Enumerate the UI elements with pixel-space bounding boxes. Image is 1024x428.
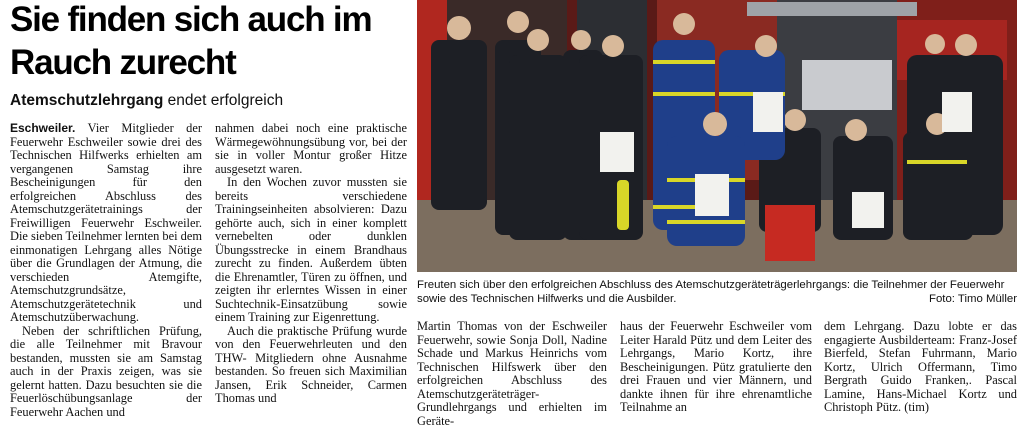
subheadline-rest: endet erfolgreich	[163, 92, 284, 109]
article-paragraph-3: nahmen dabei noch eine praktische Wärmegewöhnungsübung vor, bei der sie in voller Montur großer Hitze ausgesetzt waren.	[215, 121, 407, 176]
article-paragraph-8: dem Lehrgang. Dazu lobte er das engagierte Ausbilderteam: Franz-Josef Bierfeld, Stefan Fuhrmann, Mario Kortz, Ulrich Offermann, Timo Bergrath Guido Franken,. Pascal Lamine, Hans-Michael Kortz und Christoph Pütz. (tim)	[824, 319, 1017, 414]
article-column-2	[215, 122, 407, 406]
subheadline-bold: Atemschutzlehrgang	[10, 92, 164, 109]
article-paragraph-5: Auch die praktische Prüfung wurde von den Feuerwehrleuten und den THW- Mitgliedern ohne Ausnahme bestanden. So freuen sich Maximilian Jansen, Erik Schneider, Carmen Thomas und	[215, 323, 407, 405]
group-photo-image	[417, 0, 1017, 272]
group-photo	[417, 0, 1017, 272]
article-paragraph-2: Neben der schriftlichen Prüfung, die alle Teilnehmer mit Bravour bestanden, mussten sie am Samstag auch in der Praxis zeigen, was sie gelernt hatten. Dazu besuchten sie die Feuerlöschübungsanlage der Feuerwehr Aachen und	[10, 323, 202, 419]
photo-caption	[417, 278, 1017, 306]
article-paragraph-7: haus der Feuerwehr Eschweiler vom Leiter Harald Pütz und dem Leiter des Lehrgangs, Mario Kortz, ihre Bescheinigungen. Pütz gratulierte den drei Frauen und vier Männern, und dankte ihnen für ihre ehrenamtliche Teilnahme an	[620, 319, 812, 414]
article-column-5	[824, 320, 1017, 415]
caption-text: Freuten sich über den erfolgreichen Abschluss des Atemschutzgeräteträgerlehrgangs: die Teilnehmer der Feuerwehr sowie des Technischen Hilfwerks und die Ausbilder.	[417, 279, 1005, 305]
article-paragraph-4: In den Wochen zuvor mussten sie bereits verschiedene Trainingseinheiten absolvieren: Dazu gehörte auch, sich in einer komplett vernebelten oder dunklen Übungsstrecke in einem Brandhaus zurecht zu finden. Außerdem übten die Ehrenamtler, Türen zu öffnen, und zeigten ihr erlerntes Wissen in einer Suchtechnik-Einsatzübung sowie einem Training zur Eigenrettung.	[215, 175, 407, 324]
article-column-4	[620, 320, 812, 415]
article-paragraph-6: Martin Thomas von der Eschweiler Feuerwehr, sowie Sonja Doll, Nadine Schade und Markus Heinrichs vom Technischen Hilfswerk über den erfolgreichen Abschluss des Atemschutzgeräteträger-Grundlehrgangs und erhielten im Geräte-	[417, 319, 607, 428]
article-column-3	[417, 320, 607, 428]
subheadline	[10, 92, 283, 110]
article-paragraph-1: Vier Mitglieder der Feuerwehr Eschweiler sowie drei des Technischen Hilfwerks erhielten am vergangenen Samstag ihre Bescheinigungen für den erfolgreichen Abschluss des Atemschutzgerätetrainings der Freiwilligen Feuerwehr Eschweiler. Die sieben Teilnehmer lernten bei dem einmonatigen Lehrgang alles Nötige über die Grundlagen der Atmung, die verschieden Atemgifte, Atemschutzgrundsätze, Atemschutzgerätetechnik und Atemschutzüberwachung.	[10, 121, 203, 324]
photo-credit: Foto: Timo Müller	[925, 292, 1017, 306]
dateline: Eschweiler.	[10, 121, 76, 135]
article-column-1	[10, 122, 202, 419]
headline: Sie finden sich auch im Rauch zurecht	[10, 0, 372, 82]
